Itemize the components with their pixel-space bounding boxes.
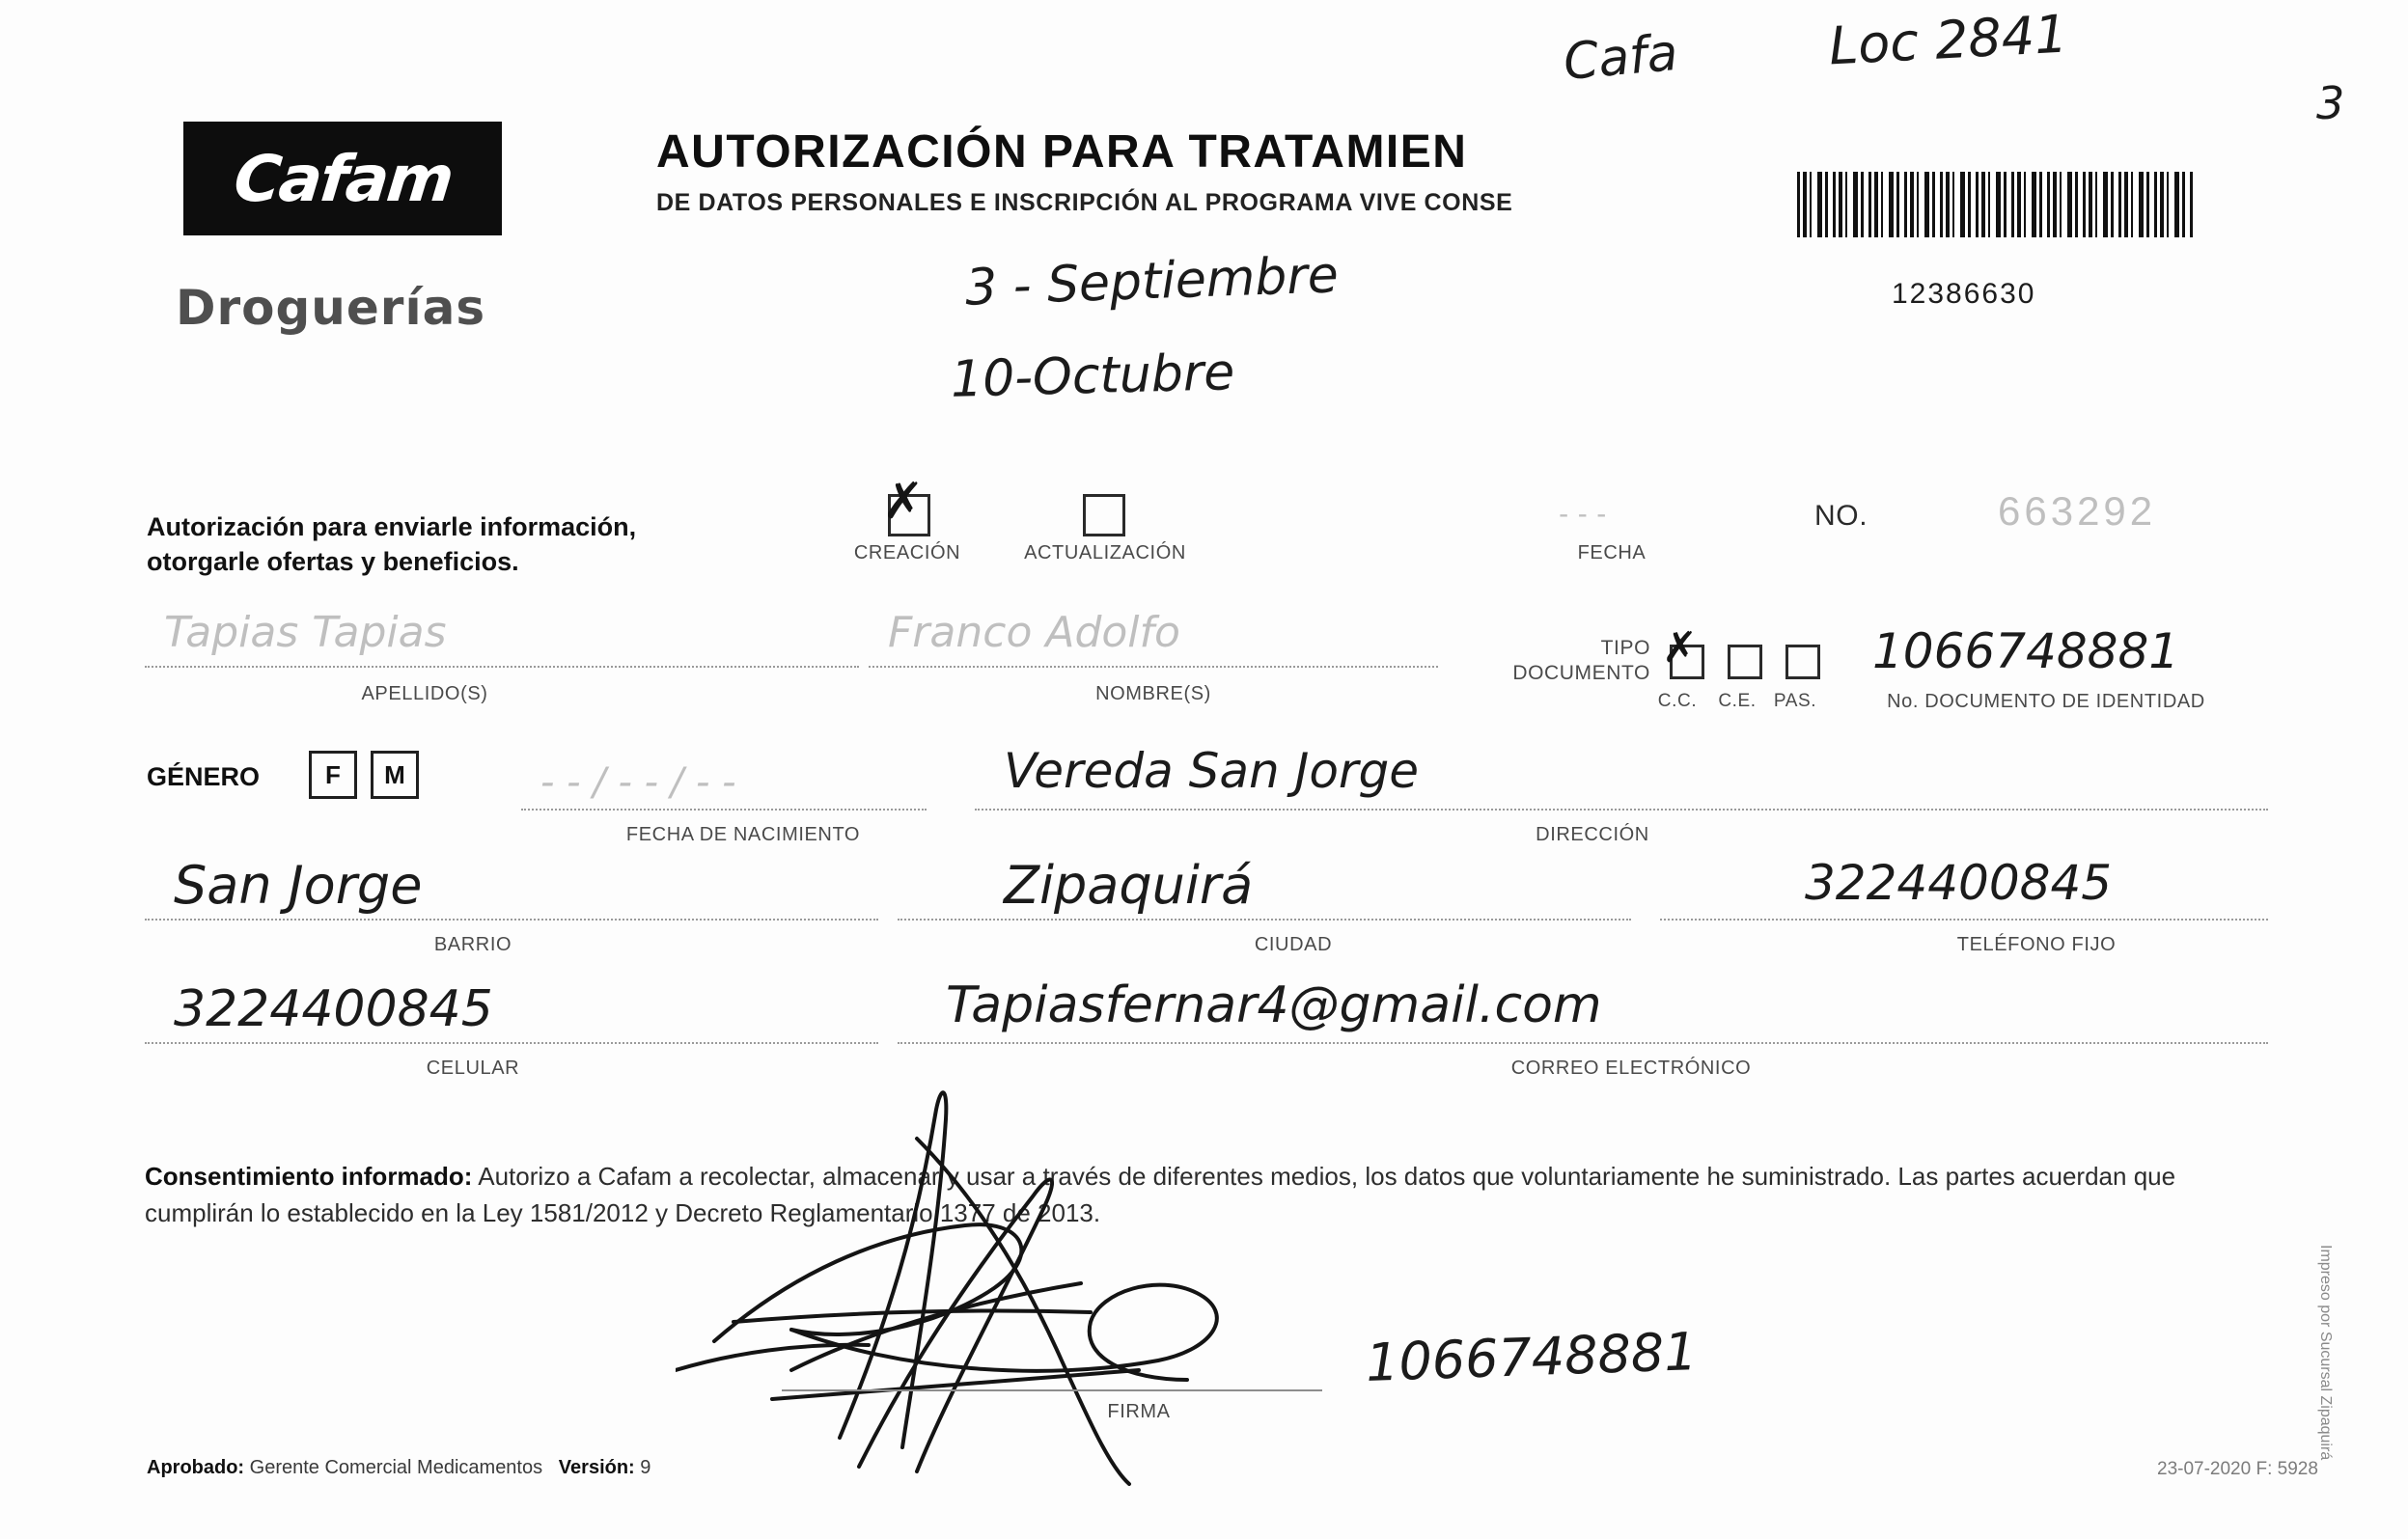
ciudad-line — [898, 919, 1631, 921]
nombre-line — [869, 666, 1438, 668]
checkbox-ce[interactable] — [1728, 645, 1762, 679]
label-ciudad: CIUDAD — [1254, 934, 1333, 955]
fecha-nacimiento-line — [521, 809, 927, 811]
form-number-value: 663292 — [1998, 488, 2157, 534]
checkbox-genero-f[interactable] — [309, 751, 357, 799]
firma-line — [782, 1389, 1322, 1391]
authorization-statement-line2: otorgarle ofertas y beneficios. — [147, 547, 519, 576]
footer-version-label: Versión: — [558, 1457, 635, 1478]
fecha-nacimiento-value[interactable]: - - / - - / - - — [540, 760, 736, 805]
page-title: AUTORIZACIÓN PARA TRATAMIEN — [656, 126, 1468, 178]
celular-value[interactable]: 3224400845 — [174, 980, 493, 1038]
correo-value[interactable]: Tapiasfernar4@gmail.com — [946, 976, 1602, 1034]
annotation-cafe: Cafa — [1561, 23, 1680, 93]
apellido-value[interactable]: Tapias Tapias — [164, 608, 447, 657]
checkbox-actualizacion[interactable] — [1083, 494, 1125, 536]
ciudad-value[interactable]: Zipaquirá — [1004, 855, 1254, 916]
label-genero-m: M — [384, 759, 405, 789]
signature-document-number: 1066748881 — [1365, 1321, 1699, 1393]
footer-version-value: 9 — [640, 1457, 651, 1478]
direccion-value[interactable]: Vereda San Jorge — [1004, 743, 1419, 799]
label-apellido: APELLIDO(S) — [361, 683, 488, 704]
checkbox-pas[interactable] — [1785, 645, 1820, 679]
creacion-x-mark: ✗ — [882, 473, 925, 531]
label-genero: GÉNERO — [147, 762, 261, 791]
label-genero-f: F — [325, 759, 341, 789]
apellido-line — [145, 666, 859, 668]
label-correo: CORREO ELECTRÓNICO — [1510, 1058, 1752, 1079]
annotation-date-1: 3 - Septiembre — [964, 246, 1340, 317]
label-no-documento: No. DOCUMENTO DE IDENTIDAD — [1887, 691, 2205, 712]
label-no: NO. — [1814, 500, 1868, 532]
checkbox-genero-m[interactable] — [371, 751, 419, 799]
label-firma: FIRMA — [1107, 1401, 1171, 1422]
cc-x-mark: ✗ — [1662, 623, 1698, 673]
celular-line — [145, 1042, 878, 1044]
barcode-number: 12386630 — [1892, 278, 2036, 310]
annotation-date-2: 10-Octubre — [950, 344, 1235, 409]
label-cc: C.C. — [1657, 691, 1698, 711]
nombre-value[interactable]: Franco Adolfo — [888, 608, 1180, 657]
label-tipo-documento-line1: TIPO — [1600, 637, 1650, 659]
label-actualizacion: ACTUALIZACIÓN — [1024, 542, 1186, 563]
direccion-line — [975, 809, 2268, 811]
label-ce: C.E. — [1718, 691, 1757, 711]
label-telefono-fijo: TELÉFONO FIJO — [1956, 934, 2117, 955]
label-tipo-documento-line2: DOCUMENTO — [1512, 662, 1650, 684]
fecha-value: - - - — [1559, 498, 1607, 530]
label-celular: CELULAR — [426, 1058, 520, 1079]
barrio-value[interactable]: San Jorge — [174, 855, 423, 916]
cafam-logo — [183, 122, 502, 235]
annotation-page-number: 3 — [2316, 77, 2345, 129]
signature-strokes — [676, 1081, 1641, 1486]
label-nombre: NOMBRE(S) — [1095, 683, 1211, 704]
no-documento-value[interactable]: 1066748881 — [1872, 623, 2180, 679]
footer-approved-by: Gerente Comercial Medicamentos — [249, 1457, 543, 1478]
cafam-logo-subtitle: Droguerías — [176, 280, 486, 336]
footer-approved-label: Aprobado: — [147, 1457, 245, 1478]
label-direccion: DIRECCIÓN — [1536, 824, 1649, 845]
footer-side-text: Impreso por Sucursal Zipaquirá — [2317, 1245, 2334, 1461]
consent-heading: Consentimiento informado: — [145, 1162, 473, 1191]
barcode-icon — [1797, 172, 2193, 237]
label-fecha: FECHA — [1577, 542, 1647, 563]
consent-body: Autorizo a Cafam a recolectar, almacenar y usar a través de diferentes medios, los datos que voluntariamente he suministrado. Las partes acuerdan que cumplirán lo establecido en la Ley 1581/2012 y Decreto Reglamentario 1377 de 2013. — [145, 1162, 2176, 1227]
label-fecha-nacimiento: FECHA DE NACIMIENTO — [625, 824, 861, 845]
label-barrio: BARRIO — [433, 934, 512, 955]
footer-approval — [147, 1457, 650, 1479]
barrio-line — [145, 919, 878, 921]
correo-line — [898, 1042, 2268, 1044]
page-subtitle: DE DATOS PERSONALES E INSCRIPCIÓN AL PROGRAMA VIVE CONSE — [656, 189, 1513, 216]
authorization-statement-line1: Autorización para enviarle información, — [147, 512, 637, 541]
telefono-fijo-line — [1660, 919, 2268, 921]
label-pas: PAS. — [1773, 691, 1817, 711]
cafam-logo-text: Cafam — [230, 141, 456, 216]
authorization-statement — [147, 509, 636, 579]
annotation-loc: Loc 2841 — [1827, 3, 2069, 77]
footer-doc-code: 23-07-2020 F: 5928 — [2157, 1459, 2318, 1479]
label-creacion: CREACIÓN — [853, 542, 961, 563]
telefono-fijo-value[interactable]: 3224400845 — [1805, 855, 2113, 911]
